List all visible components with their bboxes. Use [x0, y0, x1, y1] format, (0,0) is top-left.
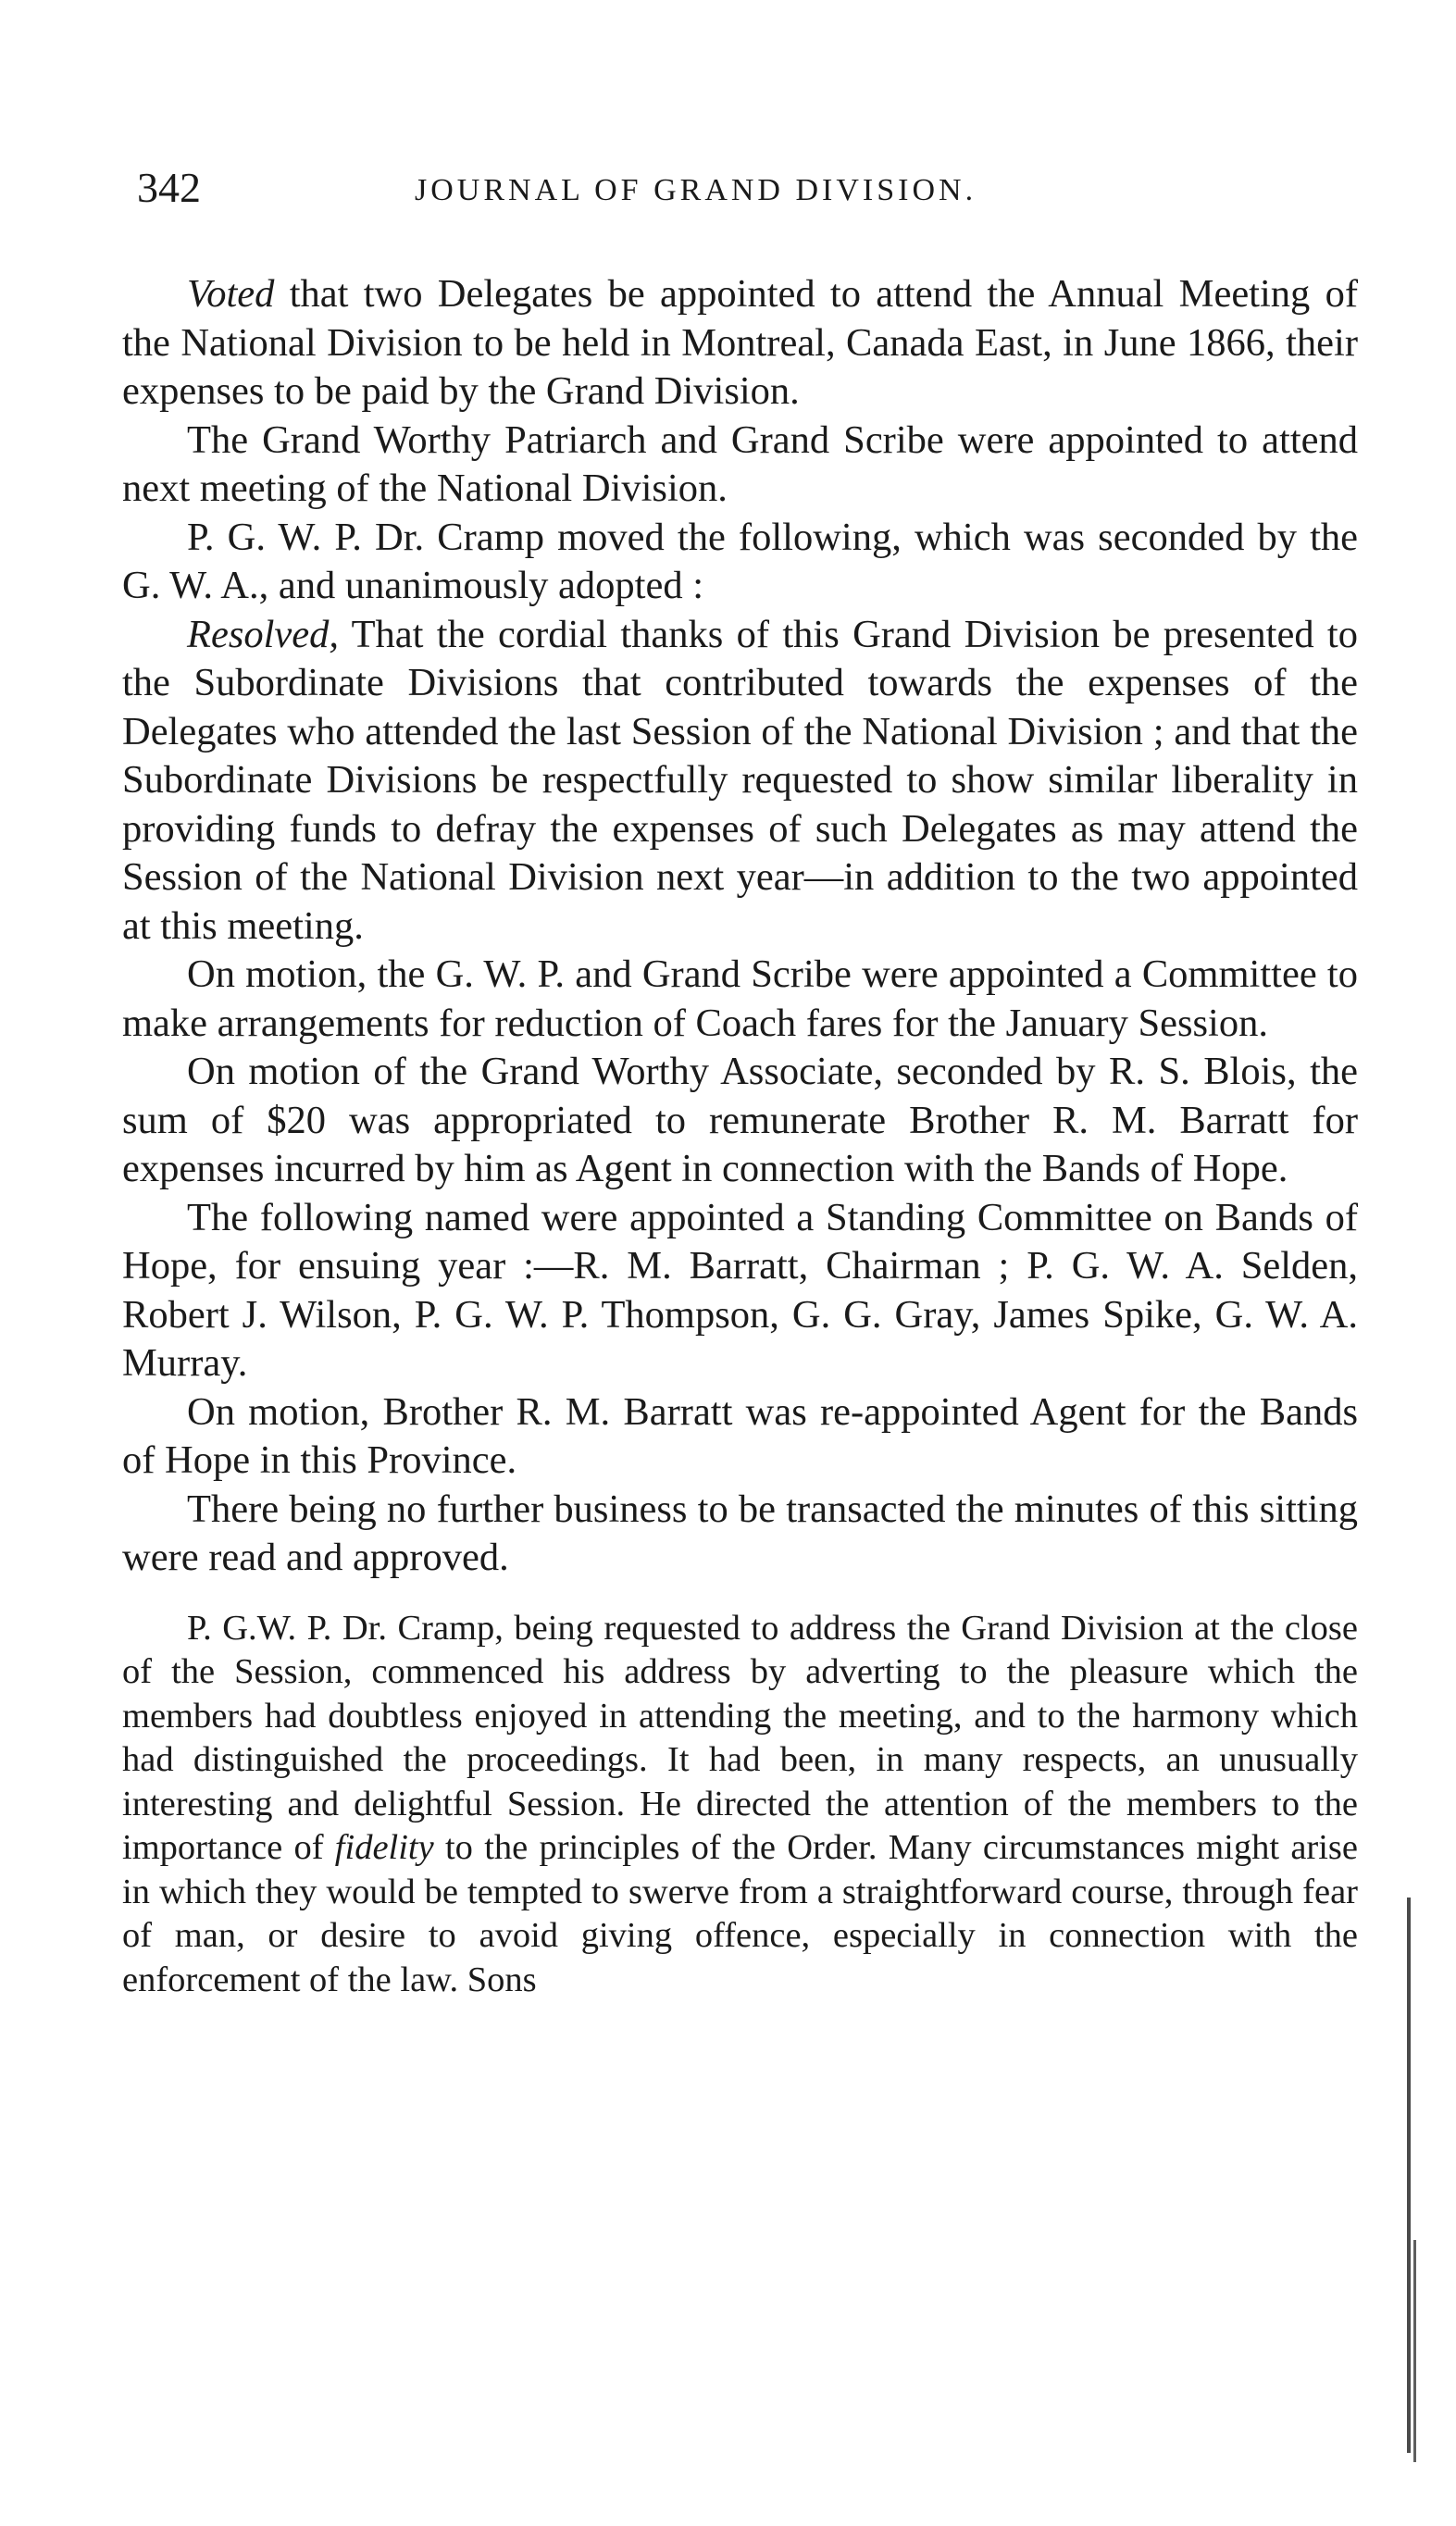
paragraph-cramp-address: [122, 1607, 1358, 2003]
paragraph-appointed-attend: [122, 417, 1358, 514]
paragraph-text: P. G. W. P. Dr. Cramp moved the following, which was seconded by the G. W. A., and unanimously adopted :: [122, 515, 1358, 607]
paragraph-lead: Voted: [187, 272, 275, 316]
paragraph-cramp-motion: [122, 514, 1358, 611]
address-text-after: to the principles of the Order. Many circumstances might arise in which they would be tempted to swerve from a straightforward course, through fear of man, or desire to avoid giving offence, especially in connection with the enforcement of the law. Sons: [122, 1828, 1359, 1999]
paragraph-text: There being no further business to be transacted the minutes of this sitting were read and approved.: [122, 1487, 1358, 1579]
paragraph-text: On motion, Brother R. M. Barratt was re-appointed Agent for the Bands of Hope in this Province.: [122, 1389, 1358, 1482]
paragraph-coach-fares: [122, 951, 1358, 1048]
paragraph-resolved: [122, 611, 1358, 952]
paragraph-text: On motion of the Grand Worthy Associate, seconded by R. S. Blois, the sum of $20 was appropriated to remunerate Brother R. M. Barratt for expenses incurred by him as Agent in connection with the Bands of Hope.: [122, 1050, 1358, 1190]
page-edge-shadow-inner: [1413, 2240, 1416, 2462]
address-text-before: P. G.W. P. Dr. Cramp, being requested to address the Grand Division at the close of the Session, commenced his address by adverting to the pleasure which the members had doubtless enjoyed in attending the meeting, and to the harmony which had distinguished the proceedings. It had been, in many respects, an unusually interesting and delightful Session. He directed the attention of the members to the importance of: [122, 1608, 1358, 1867]
paragraph-text: On motion, the G. W. P. and Grand Scribe were appointed a Committee to make arrangements for reduction of Coach fares for the January Session.: [122, 952, 1358, 1045]
paragraph-voted-delegates: [122, 270, 1358, 417]
page-header: [137, 165, 1359, 220]
paragraph-lead: Resolved,: [187, 612, 340, 656]
body-text: [122, 270, 1358, 2002]
page-number: 342: [137, 164, 201, 211]
paragraph-text: The following named were appointed a Standing Committee on Bands of Hope, for ensuing year :—R. M. Barratt, Chairman ; P. G. W. A. Selden, Robert J. Wilson, P. G. W. P. Thompson, G. G. Gray, James Spike, G. W. A. Murray.: [122, 1195, 1358, 1385]
paragraph-minutes-approved: [122, 1486, 1358, 1583]
paragraph-standing-committee: [122, 1194, 1358, 1388]
paragraph-text: The Grand Worthy Patriarch and Grand Scribe were appointed to attend next meeting of the National Division.: [122, 417, 1358, 510]
page-edge-shadow: [1407, 1898, 1411, 2453]
address-emphasis: fidelity: [334, 1828, 434, 1867]
paragraph-text: that two Delegates be appointed to attend the Annual Meeting of the National Division to be held in Montreal, Canada East, in June 1866, their expenses to be paid by the Grand Division.: [122, 272, 1358, 413]
running-head: JOURNAL OF GRAND DIVISION.: [415, 173, 977, 207]
paragraph-remuneration: [122, 1048, 1358, 1194]
paragraph-agent-reappointed: [122, 1388, 1358, 1486]
paragraph-text: That the cordial thanks of this Grand Division be presented to the Subordinate Divisions that contributed towards the expenses of the Delegates who attended the last Session of the National Division ; and that the Subordinate Divisions be respectfully requested to show similar liberality in providing funds to defray the expenses of such Delegates as may attend the Session of the National Division next year—in addition to the two appointed at this meeting.: [122, 612, 1358, 948]
